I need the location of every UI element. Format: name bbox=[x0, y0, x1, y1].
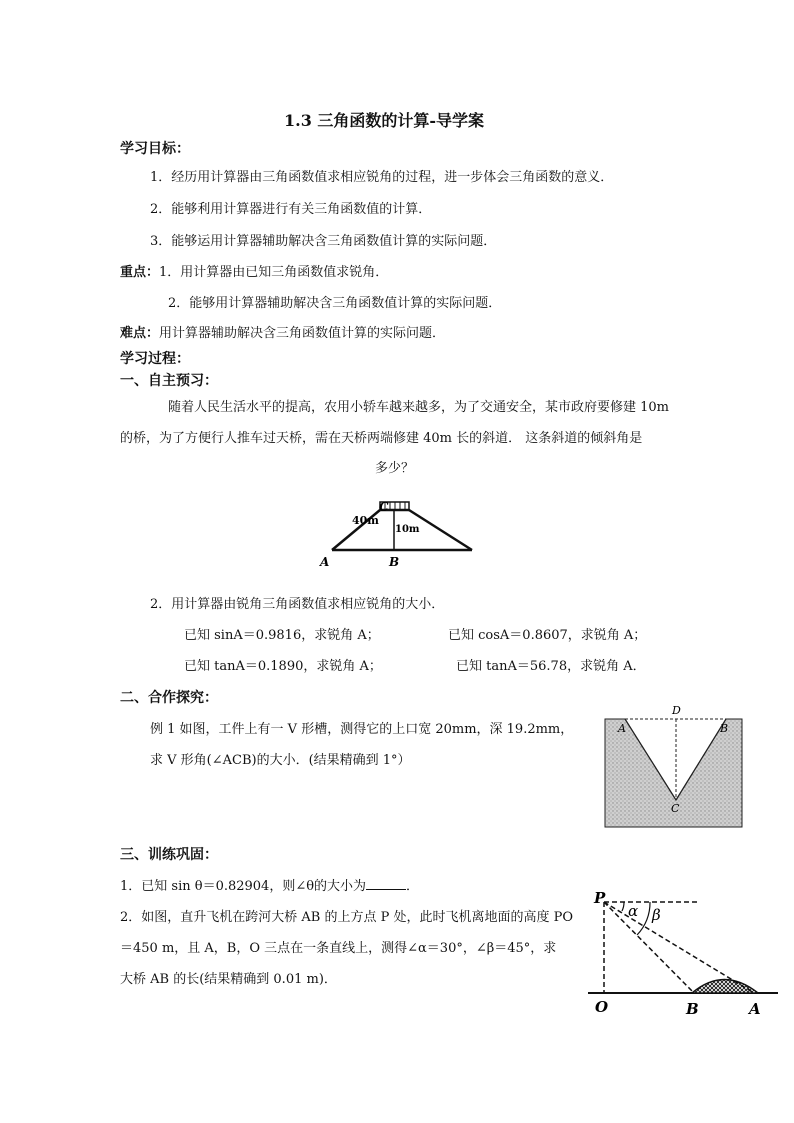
angle-alpha-arc bbox=[622, 902, 624, 911]
key-item-1: 1．用计算器由已知三角函数值求锐角． bbox=[159, 265, 389, 280]
key-label: 重点： bbox=[120, 265, 160, 280]
section1-heading: 一、自主预习： bbox=[120, 373, 218, 389]
label-10m: 10m bbox=[395, 524, 420, 535]
groove-label-D: D bbox=[672, 704, 681, 717]
known-sin: 已知 sinA＝0.9816，求锐角 A； bbox=[184, 628, 380, 643]
v-groove-figure bbox=[604, 702, 744, 829]
bridge-figure bbox=[318, 498, 478, 570]
angle-beta-arc bbox=[637, 902, 650, 935]
known-cos: 已知 cosA＝0.8607，求锐角 A； bbox=[448, 628, 647, 643]
practice-q1 bbox=[120, 875, 419, 894]
groove-label-C: C bbox=[671, 802, 680, 815]
page-title: 1.3 三角函数的计算-导学案 bbox=[284, 111, 485, 130]
example1-line1: 例 1 如图，工件上有一 V 形槽，测得它的上口宽 20mm，深 19.2mm， bbox=[150, 722, 574, 737]
goal-item-1: 1．经历用计算器由三角函数值求相应锐角的过程，进一步体会三角函数的意义． bbox=[150, 170, 614, 185]
river-bridge bbox=[692, 980, 758, 994]
label-A: A bbox=[320, 555, 330, 569]
section2-heading: 二、合作探究： bbox=[120, 690, 218, 706]
practice-q2-line2: ＝450 m，且 A，B，O 三点在一条直线上，测得∠α＝30°，∠β＝45°，求 bbox=[120, 941, 557, 956]
practice-q2-line3: 大桥 AB 的长(结果精确到 0.01 m)． bbox=[120, 972, 337, 987]
answer-blank[interactable] bbox=[366, 877, 406, 890]
key-points bbox=[120, 261, 388, 280]
section1-para-line1: 随着人民生活水平的提高，农用小轿车越来越多，为了交通安全，某市政府要修建 10m bbox=[168, 400, 670, 415]
question-2: 2．用计算器由锐角三角函数值求相应锐角的大小． bbox=[150, 597, 445, 612]
section1-para-line3: 多少？ bbox=[375, 461, 415, 476]
known-tan-1: 已知 tanA＝0.1890，求锐角 A； bbox=[184, 659, 382, 674]
heli-label-alpha: α bbox=[628, 902, 639, 920]
label-B: B bbox=[389, 555, 400, 569]
section1-para-line2: 的桥，为了方便行人推车过天桥，需在天桥两端修建 40m 长的斜道． 这条斜道的倾斜角是 bbox=[120, 431, 643, 446]
heli-label-beta: β bbox=[652, 906, 661, 924]
sight-line-B bbox=[604, 902, 694, 993]
key-item-2: 2．能够用计算器辅助解决含三角函数值计算的实际问题． bbox=[168, 296, 502, 311]
heli-label-A: A bbox=[749, 1000, 761, 1018]
practice-q2-line1: 2．如图，直升飞机在跨河大桥 AB 的上方点 P 处，此时飞机离地面的高度 PO bbox=[120, 910, 574, 925]
process-heading: 学习过程： bbox=[120, 351, 190, 367]
practice-q1-end: ． bbox=[406, 879, 420, 894]
goal-item-2: 2．能够利用计算器进行有关三角函数值的计算． bbox=[150, 202, 432, 217]
heli-label-O: O bbox=[595, 998, 609, 1016]
section3-heading: 三、训练巩固： bbox=[120, 847, 218, 863]
groove-label-A: A bbox=[618, 722, 626, 735]
groove-label-B: B bbox=[720, 722, 729, 735]
goal-item-3: 3．能够运用计算器辅助解决含三角函数值计算的实际问题． bbox=[150, 234, 497, 249]
difficult-label: 难点： bbox=[120, 326, 160, 341]
difficult-points bbox=[120, 322, 445, 341]
helicopter-figure bbox=[588, 884, 778, 1020]
heli-label-B: B bbox=[686, 1000, 699, 1018]
goals-heading: 学习目标： bbox=[120, 141, 190, 157]
label-C: C bbox=[379, 500, 389, 514]
example1-line2: 求 V 形角(∠ACB)的大小．(结果精确到 1°） bbox=[150, 753, 411, 768]
known-tan-2: 已知 tanA＝56.78，求锐角 A． bbox=[456, 659, 646, 674]
practice-q1-text: 1．已知 sin θ＝0.82904，则∠θ的大小为 bbox=[120, 879, 367, 894]
difficult-text: 用计算器辅助解决含三角函数值计算的实际问题． bbox=[159, 326, 446, 341]
heli-label-P: P bbox=[594, 889, 606, 907]
label-40m: 40m bbox=[352, 514, 379, 527]
